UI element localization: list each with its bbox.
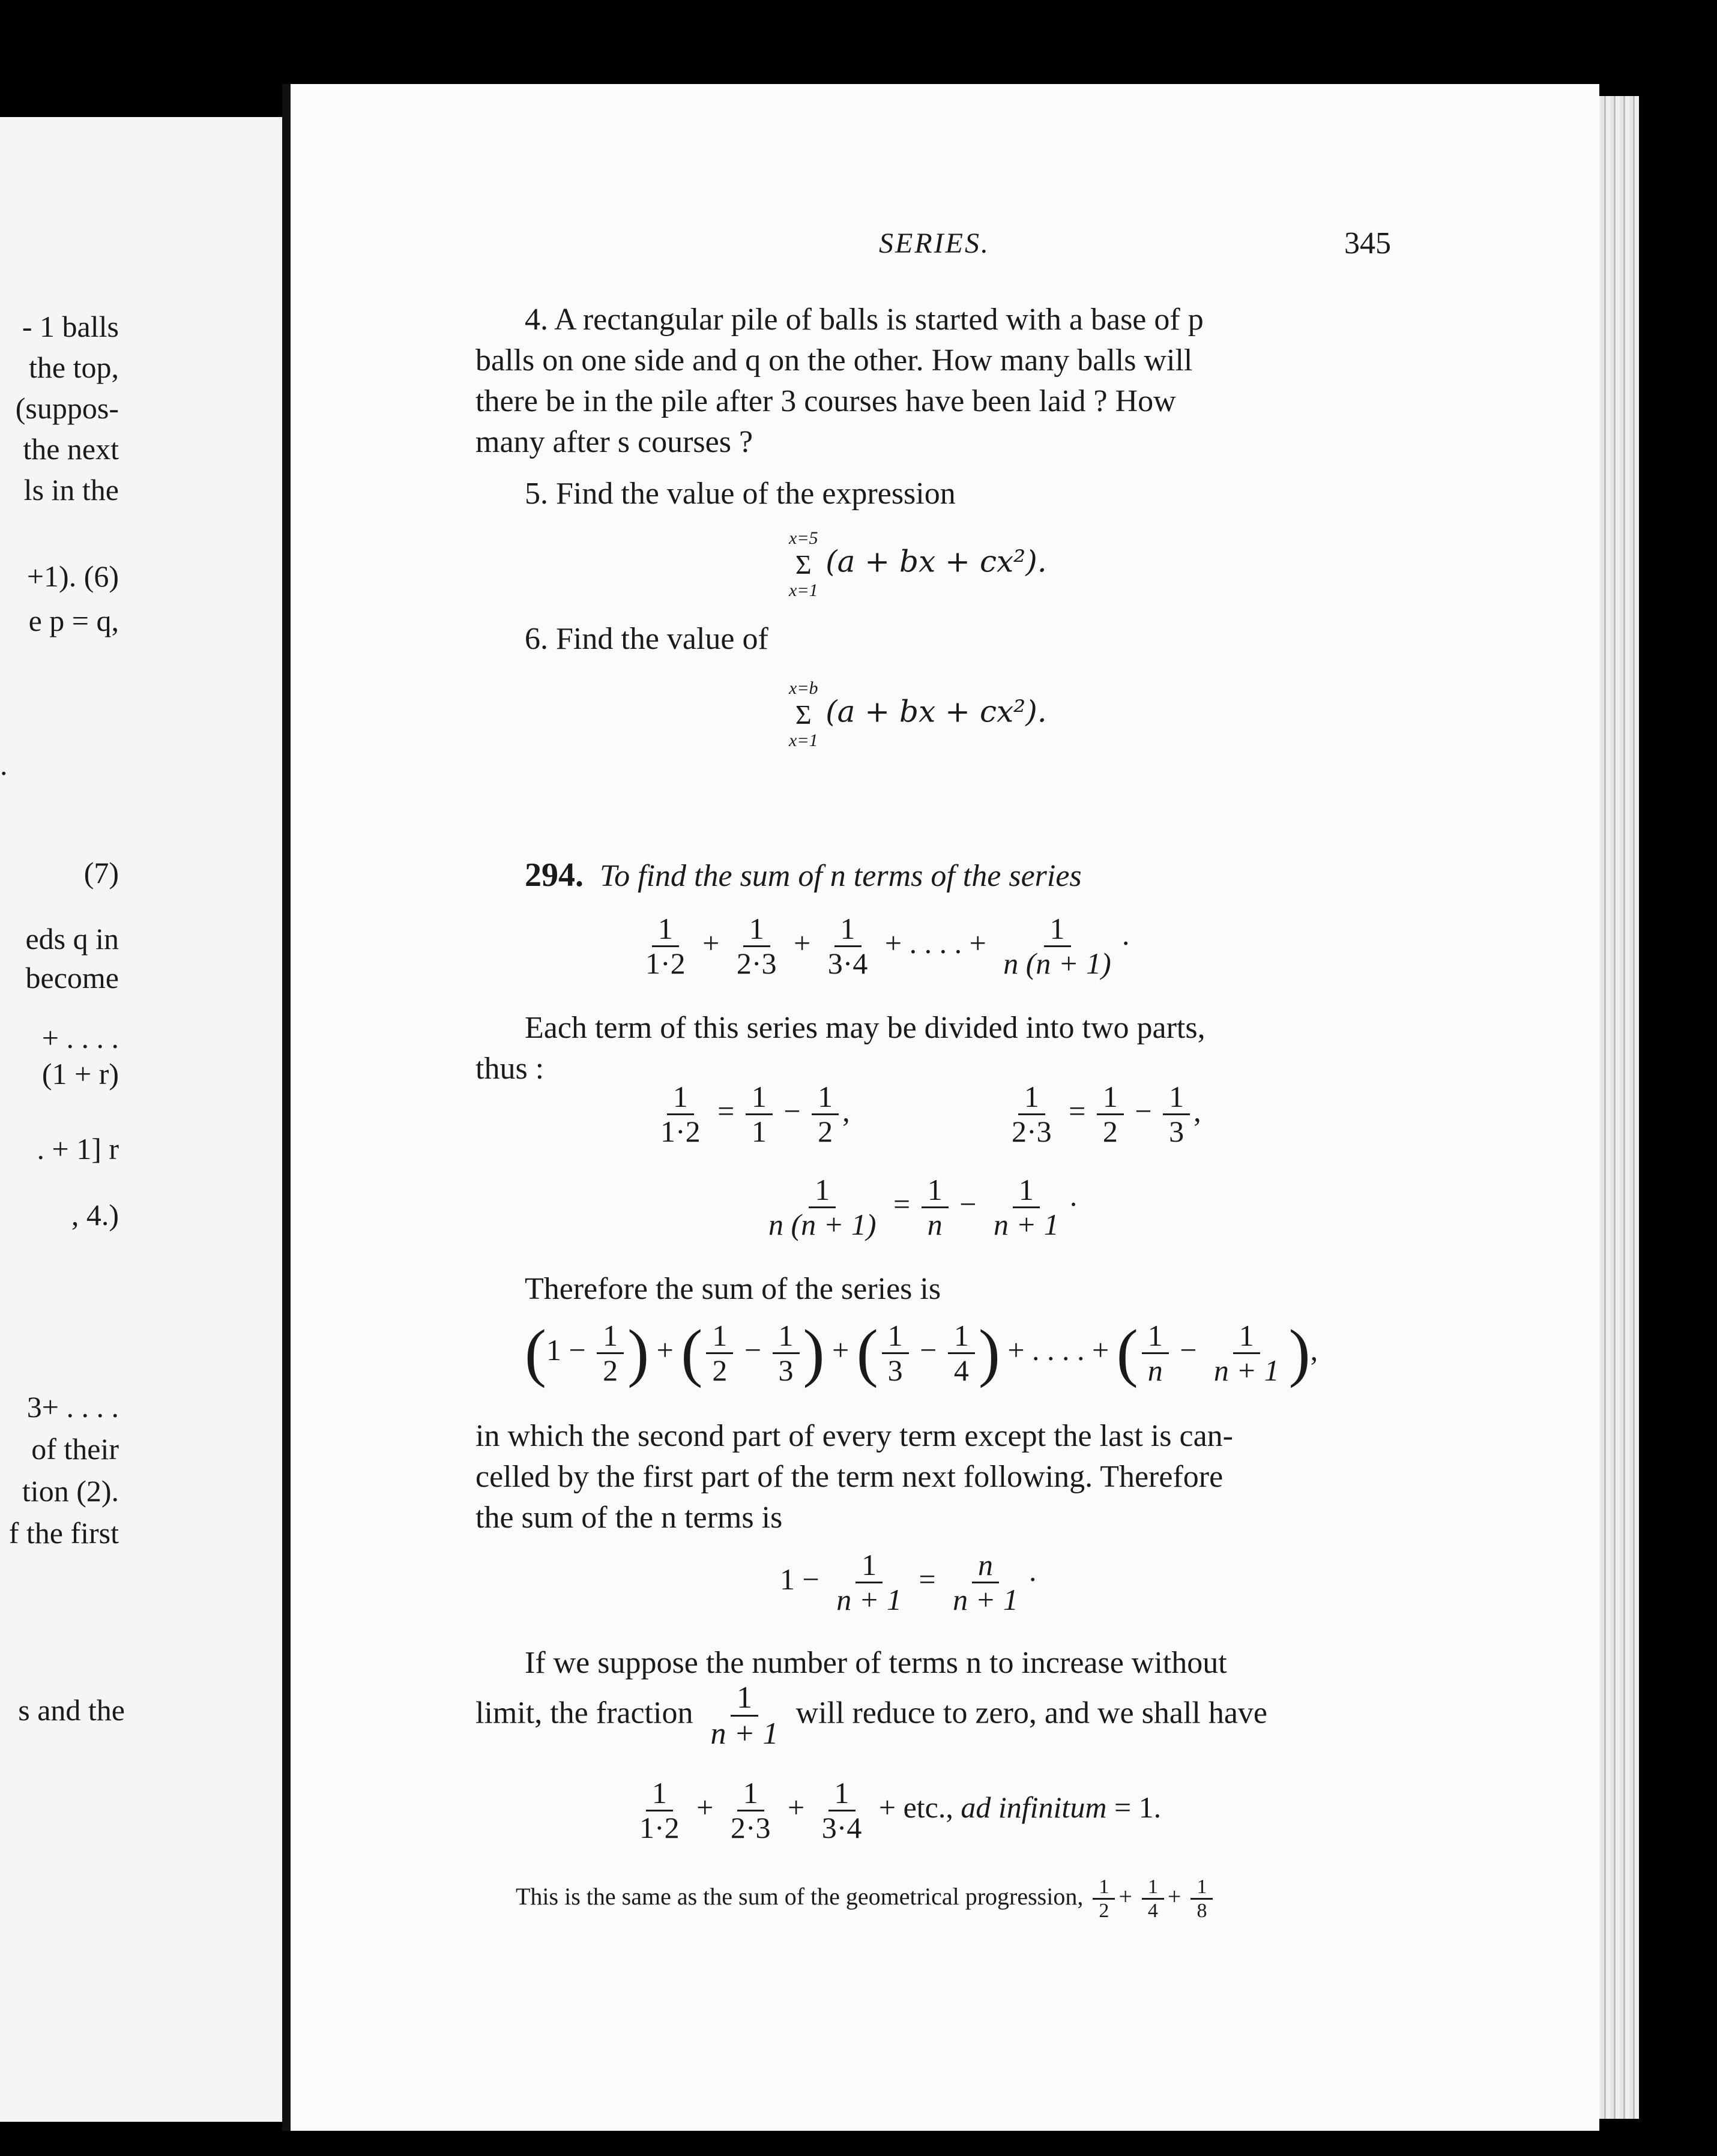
denominator: 8 [1196,1900,1207,1923]
numerator: 1 [828,1777,855,1811]
upper-limit: x=b [789,678,818,698]
fraction [597,1319,624,1387]
denominator: 2·3 [730,1811,771,1844]
fraction [1142,1319,1169,1387]
fraction [654,1080,707,1148]
fraction [922,1173,949,1241]
numerator: n [972,1549,999,1583]
fraction [704,1681,784,1751]
numerator: 1 [922,1173,949,1208]
denominator: n + 1 [710,1717,779,1751]
denominator: 3·4 [827,947,868,980]
numerator: 1 [1163,1080,1190,1115]
left-text-line: (7) [83,856,119,890]
numerator: 1 [1190,1876,1213,1900]
problem-5-line: 5. Find the value of the expression [525,477,956,511]
left-text-line: + . . . . [41,1021,119,1055]
sigma-limits [789,678,818,751]
denominator: n + 1 [993,1208,1059,1241]
denominator: 3 [1169,1115,1184,1148]
left-text-line: become [25,961,119,995]
summand: (a + bx + cx²). [825,544,1047,579]
numerator: 1 [1044,912,1071,947]
fraction [639,912,692,980]
denominator: n + 1 [1213,1354,1279,1387]
denominator: 3 [778,1354,794,1387]
paragraph-line: If we suppose the number of terms n to increase without [525,1646,1227,1680]
problem-4-line: there be in the pile after 3 courses have been laid ? How [475,384,1176,418]
denominator: 2 [1102,1115,1118,1148]
numerator: 1 [646,1777,673,1811]
ellipsis: + . . . . + [884,926,986,960]
left-text-line: ls in the [23,473,119,507]
left-text-line: . [0,748,8,781]
sum-expression-6 [789,678,1047,751]
numerator: 1 [706,1319,733,1354]
fraction [997,912,1117,980]
paragraph-line: the sum of the n terms is [475,1501,783,1535]
left-text-line: the top, [29,351,119,384]
fraction [882,1319,909,1387]
left-text-line: (1 + r) [41,1057,119,1091]
denominator: 1·2 [645,947,686,980]
footnote-text: This is the same as the sum of the geometrical progression, [516,1883,1084,1911]
denominator: 3·4 [821,1811,862,1844]
numerator: 1 [667,1080,694,1115]
fraction [822,912,874,980]
fraction [1190,1876,1213,1923]
decomposition-2: $\frac{1}{2\cdot 3}$ = $\frac{1}{2}$ − $\frac{1}{3}$ , [1002,1080,1201,1148]
numerator: 1 [882,1319,909,1354]
numerator: 1 [1233,1319,1260,1354]
denominator: 2 [1099,1900,1109,1923]
fraction [725,1777,777,1844]
decomposition-general: $\frac{1}{n (n + 1)}$ = $\frac{1}{n}$ − $\frac{1}{n + 1}$ · [759,1173,1078,1241]
numerator: 1 [834,912,862,947]
decomposition-1: $\frac{1}{1\cdot 2}$ = $\frac{1}{1}$ − $\frac{1}{2}$ , [651,1080,850,1148]
footnote: This is the same as the sum of the geometrical progression, $\frac{1}{2}$ + $\frac{1}{4}$ + $\frac{1}{8}$ [516,1876,1216,1923]
numerator: 1 [1142,1319,1169,1354]
numerator: 1 [597,1319,624,1354]
denominator: n [1147,1354,1163,1387]
problem-4-line: 4. A rectangular pile of balls is started with a base of p [525,303,1204,337]
left-text-line: , 4.) [71,1198,119,1232]
left-text-line: s and the [18,1693,125,1727]
numerator: 1 [855,1549,883,1583]
paragraph-line: Each term of this series may be divided into two parts, [525,1011,1206,1045]
denominator: 1·2 [660,1115,701,1148]
left-text-line: (suppos- [15,391,119,425]
denominator: 1 [751,1115,767,1148]
section-number: 294. [525,857,584,894]
denominator: 2 [603,1354,618,1387]
numerator: 1 [746,1080,773,1115]
fraction [773,1319,800,1387]
denominator: n + 1 [953,1583,1018,1616]
problem-4-line: many after s courses ? [475,425,753,459]
telescoping-series: (1 − $\frac{1}{2}$ ) + ( $\frac{1}{2}$ − $\frac{1}{3}$ ) + ( $\frac{1}{3}$ − $\frac{1}{4}$ ) + . . . . + ( $\frac{1}{n}$ − $\frac{1}{n + 1}$ ), [525,1317,1318,1389]
left-text-line: tion (2). [22,1474,119,1508]
left-text-line: 3+ . . . . [26,1390,119,1424]
fraction [1093,1876,1115,1923]
running-header: SERIES. [879,227,990,259]
sum-result: 1 − $\frac{1}{n + 1}$ = $\frac{n}{n + 1}$ · [780,1548,1038,1616]
numerator: 1 [1018,1080,1045,1115]
fraction [988,1173,1065,1241]
sum-expression-5 [789,528,1047,601]
paragraph-line: thus : [475,1052,545,1086]
problem-6-line: 6. Find the value of [525,622,768,656]
lower-limit: x=1 [789,580,818,601]
ellipsis: + . . . . + [1007,1332,1109,1367]
numerator: 1 [809,1173,836,1208]
left-text-line: . + 1] r [37,1132,119,1166]
lower-limit: x=1 [789,730,818,751]
denominator: 2·3 [736,947,777,980]
ad-infinitum: ad infinitum [961,1790,1107,1824]
left-text-line: the next [23,432,119,466]
left-text-line: f the first [8,1516,119,1550]
left-text-line: - 1 balls [22,310,119,343]
numerator: 1 [737,1777,764,1811]
numerator: 1 [773,1319,800,1354]
denominator: 2 [818,1115,833,1148]
denominator: 4 [953,1354,969,1387]
text: will reduce to zero, and we shall have [795,1696,1268,1730]
section-294-heading [525,855,1082,896]
denominator: n [927,1208,943,1241]
page-number: 345 [1344,226,1391,260]
left-text-line: eds q in [25,922,119,956]
left-page-fragment [0,117,282,2122]
etc: + etc., [878,1790,953,1824]
fraction [947,1549,1024,1616]
sigma-symbol: Σ [795,549,812,580]
fraction [633,1777,686,1844]
summand: (a + bx + cx²). [825,694,1047,729]
fraction [1006,1080,1058,1148]
fraction [746,1080,773,1148]
fraction [762,1173,883,1241]
fraction [830,1549,908,1616]
fraction [1163,1080,1190,1148]
paragraph-line: Therefore the sum of the series is [525,1272,941,1306]
numerator: 1 [743,912,770,947]
numerator: 1 [948,1319,975,1354]
one-minus: 1 − [780,1562,819,1596]
series-equation: $\frac{1}{1\cdot 2}$ + $\frac{1}{2\cdot 3}$ + $\frac{1}{3\cdot 4}$ + . . . . + $\frac{1}{n (n + 1)}$ · [636,912,1130,980]
period: · [1120,926,1131,960]
fraction [1208,1319,1285,1387]
text: limit, the fraction [475,1696,693,1730]
denominator: 2 [712,1354,728,1387]
section-title: To find the sum of n terms of the series [600,859,1082,893]
sigma-symbol: Σ [795,699,812,730]
denominator: n + 1 [836,1583,902,1616]
book-spine [282,84,291,2131]
denominator: n (n + 1) [768,1208,877,1241]
numerator: 1 [1142,1876,1164,1900]
numerator: 1 [731,1681,758,1717]
fraction [1142,1876,1164,1923]
sigma-limits [789,528,818,601]
equals-one: = 1. [1114,1790,1162,1824]
denominator: n (n + 1) [1003,947,1111,980]
paragraph-line-with-fraction [475,1681,1267,1751]
fraction [1097,1080,1124,1148]
numerator: 1 [652,912,679,947]
right-page [291,84,1599,2131]
denominator: 2·3 [1012,1115,1052,1148]
infinite-series: $\frac{1}{1\cdot 2}$ + $\frac{1}{2\cdot 3}$ + $\frac{1}{3\cdot 4}$ + etc., ad infinitum = 1. [630,1777,1161,1844]
numerator: 1 [1097,1080,1124,1115]
paragraph-line: in which the second part of every term except the last is can- [475,1419,1233,1453]
denominator: 4 [1147,1900,1158,1923]
denominator: 1·2 [639,1811,680,1844]
numerator: 1 [1013,1173,1040,1208]
fraction [948,1319,975,1387]
left-text-line: +1). (6) [26,559,119,593]
denominator: 3 [887,1354,903,1387]
numerator: 1 [812,1080,839,1115]
left-text-line: of their [31,1432,119,1466]
problem-4-line: balls on one side and q on the other. How many balls will [475,343,1193,378]
left-text-line: e p = q, [28,604,119,637]
upper-limit: x=5 [789,528,818,548]
fraction [706,1319,733,1387]
paragraph-line: celled by the first part of the term next following. Therefore [475,1460,1224,1494]
fraction [731,912,783,980]
numerator: 1 [1093,1876,1115,1900]
fraction [816,1777,868,1844]
fraction [812,1080,839,1148]
